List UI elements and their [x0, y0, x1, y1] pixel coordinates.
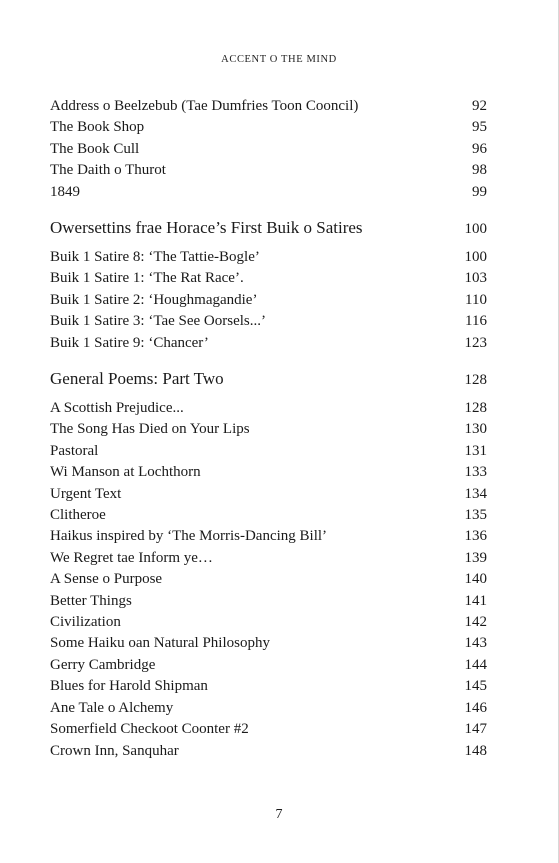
entry-title: The Book Cull — [50, 140, 140, 157]
entry-title: Blues for Harold Shipman — [50, 678, 208, 695]
toc-entry — [50, 333, 487, 354]
entry-title: Crown Inn, Sanquhar — [50, 742, 179, 759]
entry-page: 130 — [464, 421, 487, 438]
entry-title: Somerfield Checkoot Coonter #2 — [50, 721, 249, 738]
entry-page: 116 — [465, 313, 487, 330]
entry-page: 99 — [472, 183, 487, 200]
entry-page: 140 — [464, 571, 487, 588]
entry-title: Buik 1 Satire 3: ‘Tae See Oorsels...’ — [50, 313, 266, 330]
toc-entry — [50, 398, 487, 419]
toc-entry — [50, 247, 487, 268]
entry-page: 146 — [464, 699, 487, 716]
toc-entry — [50, 591, 487, 612]
entry-title: Haikus inspired by ‘The Morris-Dancing Bill’ — [50, 528, 328, 545]
entry-page: 133 — [464, 464, 487, 481]
toc-entry — [50, 633, 487, 654]
entry-title: Urgent Text — [50, 485, 122, 502]
toc-entry — [50, 484, 487, 505]
entry-page: 134 — [464, 485, 487, 502]
entry-title: 1849 — [50, 183, 80, 200]
entry-title: Better Things — [50, 592, 132, 609]
entry-title: Wi Manson at Lochthorn — [50, 464, 201, 481]
toc-entry — [50, 117, 487, 138]
toc-entry — [50, 160, 487, 181]
entry-title: A Sense o Purpose — [50, 571, 163, 588]
entry-title: Buik 1 Satire 8: ‘The Tattie-Bogle’ — [50, 249, 260, 265]
entry-title: Gerry Cambridge — [50, 656, 156, 673]
section-page: 128 — [464, 372, 487, 388]
section-heading-general-poems — [50, 368, 487, 391]
page-number: 7 — [275, 807, 283, 822]
entry-page: 143 — [464, 635, 487, 652]
entry-page: 96 — [472, 140, 487, 157]
entry-page: 92 — [472, 98, 487, 114]
toc-entry — [50, 139, 487, 160]
toc-entry — [50, 290, 487, 311]
entry-title: Ane Tale o Alchemy — [50, 699, 174, 716]
section-title: Owersettins frae Horace’s First Buik o Satires — [50, 218, 363, 237]
toc-entry — [50, 548, 487, 569]
entry-page: 135 — [464, 507, 487, 524]
section-heading-horace — [50, 217, 487, 240]
entry-title: Buik 1 Satire 9: ‘Chancer’ — [50, 334, 209, 351]
toc-entry — [50, 526, 487, 547]
entry-page: 145 — [464, 678, 487, 695]
toc-entry — [50, 505, 487, 526]
entry-page: 136 — [464, 528, 487, 545]
entry-page: 98 — [472, 162, 487, 179]
toc-entry — [50, 612, 487, 633]
entry-page: 142 — [464, 614, 487, 631]
entry-page: 103 — [464, 270, 487, 287]
toc-entry — [50, 655, 487, 676]
entry-title: A Scottish Prejudice... — [50, 400, 184, 416]
entry-title: The Song Has Died on Your Lips — [50, 421, 250, 438]
entry-title: Buik 1 Satire 1: ‘The Rat Race’. — [50, 270, 244, 287]
entry-page: 100 — [464, 249, 487, 265]
toc-entry — [50, 676, 487, 697]
toc-entry — [50, 419, 487, 440]
entry-page: 141 — [464, 592, 487, 609]
entry-title: Clitheroe — [50, 507, 106, 524]
entry-title: Pastoral — [50, 442, 99, 459]
entry-title: Address o Beelzebub (Tae Dumfries Toon Cooncil) — [50, 98, 359, 114]
toc-entry — [50, 182, 487, 203]
toc-entry — [50, 441, 487, 462]
toc-entry — [50, 569, 487, 590]
toc-entry — [50, 698, 487, 719]
toc-group-3 — [50, 398, 487, 762]
toc-group-1 — [50, 96, 487, 203]
entry-page: 148 — [464, 742, 487, 759]
entry-page: 144 — [464, 656, 487, 673]
entry-page: 128 — [464, 400, 487, 416]
running-head: ACCENT O THE MIND — [221, 54, 337, 65]
toc-entry — [50, 462, 487, 483]
entry-title: Some Haiku oan Natural Philosophy — [50, 635, 270, 652]
entry-title: The Book Shop — [50, 119, 145, 136]
section-page: 100 — [464, 221, 487, 237]
entry-title: The Daith o Thurot — [50, 162, 166, 179]
entry-page: 95 — [472, 119, 487, 136]
entry-page: 110 — [465, 291, 487, 308]
toc-entry — [50, 96, 487, 117]
toc-entry — [50, 268, 487, 289]
entry-title: We Regret tae Inform ye… — [50, 549, 213, 566]
entry-title: Civilization — [50, 614, 121, 631]
toc-entry — [50, 741, 487, 762]
entry-title: Buik 1 Satire 2: ‘Houghmagandie’ — [50, 291, 258, 308]
toc-group-2 — [50, 247, 487, 354]
entry-page: 123 — [464, 334, 487, 351]
toc-entry — [50, 719, 487, 740]
section-title: General Poems: Part Two — [50, 369, 224, 388]
entry-page: 147 — [464, 721, 487, 738]
toc-entry — [50, 311, 487, 332]
entry-page: 139 — [464, 549, 487, 566]
entry-page: 131 — [464, 442, 487, 459]
